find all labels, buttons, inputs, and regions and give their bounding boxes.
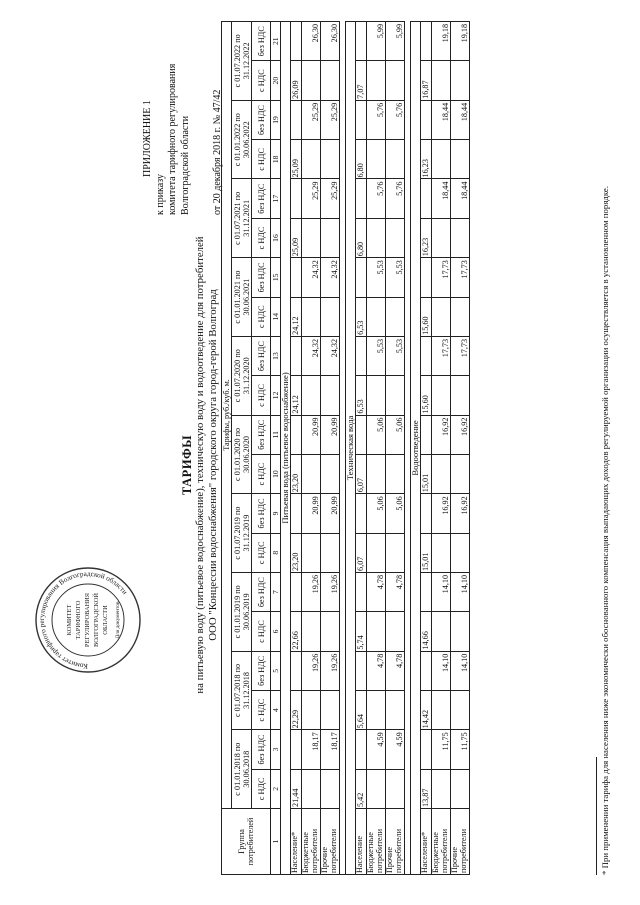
tariff-value: 5,06 [367, 415, 386, 454]
column-number: 8 [271, 533, 281, 572]
tariff-value: 5,64 [356, 690, 367, 729]
tariff-value: 17,73 [451, 258, 470, 297]
tariff-value [291, 730, 302, 769]
column-number: 11 [271, 415, 281, 454]
tariff-value [386, 218, 405, 257]
tariff-value: 16,23 [421, 218, 432, 257]
consumer-group: Бюджетные потребители [302, 809, 321, 875]
tariff-value [367, 140, 386, 179]
footnote: * При применении тарифа для населения ниже экономически обоснованного компенсация выпадающих доходов регулируемой организации осуществляется в установленном порядке. [600, 186, 610, 875]
column-number: 6 [271, 612, 281, 651]
tariff-value [367, 454, 386, 493]
section-title: Водоотведение [411, 21, 421, 874]
tariff-value: 6,07 [356, 454, 367, 493]
tariff-value: 6,53 [356, 297, 367, 336]
tariff-value [367, 533, 386, 572]
with-vat-header: с НДС [252, 612, 271, 651]
seal-bottom-text: Для документов [115, 601, 121, 639]
section-title-row [411, 21, 421, 874]
period-header: с 01.07.2022 по 31.12.2022 [232, 21, 252, 100]
tariff-value [302, 612, 321, 651]
tariff-value: 18,44 [451, 100, 470, 139]
period-header: с 01.01.2020 по 30.06.2020 [232, 415, 252, 494]
tariff-value: 23,20 [291, 454, 302, 493]
section-title: Техническая вода [346, 21, 356, 874]
column-number: 18 [271, 140, 281, 179]
section-title: Питьевая вода (питьевое водоснабжение) [281, 21, 291, 874]
tariff-value: 16,92 [451, 415, 470, 454]
table-row [432, 21, 451, 874]
table-row [367, 21, 386, 874]
tariff-value [432, 140, 451, 179]
tariff-value: 5,06 [367, 494, 386, 533]
with-vat-header: с НДС [252, 218, 271, 257]
tariff-value: 20,99 [321, 415, 340, 454]
tariff-value: 19,26 [321, 572, 340, 611]
tariff-value [302, 297, 321, 336]
tariff-value [367, 218, 386, 257]
tariff-value: 5,76 [367, 179, 386, 218]
tariff-value: 15,01 [421, 533, 432, 572]
without-vat-header: без НДС [252, 179, 271, 218]
tariff-value: 15,01 [421, 454, 432, 493]
section-title-row [346, 21, 356, 874]
tariff-value [321, 218, 340, 257]
column-number: 1 [271, 809, 281, 875]
section-title-row [281, 21, 291, 874]
tariff-value [386, 297, 405, 336]
tariff-value: 19,26 [321, 651, 340, 690]
period-header: с 01.01.2022 по 30.06.2022 [232, 100, 252, 179]
table-row [386, 21, 405, 874]
tariff-value: 26,30 [321, 21, 340, 61]
annex-line: комитета тарифного регулирования [167, 63, 179, 215]
consumer-group: Население* [291, 809, 302, 875]
footnote-rule [596, 757, 597, 875]
with-vat-header: с НДС [252, 690, 271, 729]
with-vat-header: с НДС [252, 533, 271, 572]
tariff-value: 24,32 [321, 258, 340, 297]
tariff-value: 6,53 [356, 376, 367, 415]
column-number: 3 [271, 730, 281, 769]
tariff-value: 16,87 [421, 61, 432, 100]
tariff-value: 17,73 [432, 336, 451, 375]
tariff-value: 5,74 [356, 612, 367, 651]
column-number: 9 [271, 494, 281, 533]
tariff-value [321, 769, 340, 808]
seal-center-line: ТАРИФНОГО [75, 600, 82, 640]
without-vat-header: без НДС [252, 415, 271, 454]
consumer-group: Бюджетные потребители [367, 809, 386, 875]
tariff-value: 4,59 [367, 730, 386, 769]
tariff-value: 5,53 [367, 336, 386, 375]
tariff-value [451, 297, 470, 336]
tariff-value [386, 769, 405, 808]
tariff-value: 22,29 [291, 690, 302, 729]
tariff-value: 4,78 [367, 651, 386, 690]
period-header: с 01.07.2019 по 31.12.2019 [232, 494, 252, 573]
heading-line: ООО "Концессии водоснабжения" городского округа город-герой Волгоград [207, 289, 219, 641]
consumer-group: Бюджетные потребители [432, 809, 451, 875]
without-vat-header: без НДС [252, 258, 271, 297]
tariff-value [302, 690, 321, 729]
tariff-value: 16,23 [421, 140, 432, 179]
tariff-value [451, 769, 470, 808]
tariff-value: 18,17 [302, 730, 321, 769]
without-vat-header: без НДС [252, 572, 271, 611]
tariff-value [451, 533, 470, 572]
tariff-value [321, 297, 340, 336]
tariff-value [432, 376, 451, 415]
column-number: 2 [271, 769, 281, 808]
period-header-row [232, 21, 252, 874]
tariff-value [302, 61, 321, 100]
tariff-value: 14,10 [451, 651, 470, 690]
tariff-value: 4,78 [386, 572, 405, 611]
tariff-value [432, 690, 451, 729]
tariff-value [421, 494, 432, 533]
tariff-value: 5,53 [386, 336, 405, 375]
without-vat-header: без НДС [252, 336, 271, 375]
tariff-value: 17,73 [451, 336, 470, 375]
tariff-value: 24,32 [302, 258, 321, 297]
tariff-value: 15,60 [421, 376, 432, 415]
tariff-value: 22,66 [291, 612, 302, 651]
without-vat-header: без НДС [252, 21, 271, 61]
tariff-value [432, 769, 451, 808]
tariff-value [421, 651, 432, 690]
tariff-value [421, 21, 432, 61]
tariff-value [356, 100, 367, 139]
tariff-value [421, 415, 432, 454]
official-seal-stamp [33, 565, 143, 675]
units-header: Тарифы, руб./куб. м. [222, 21, 232, 808]
consumer-group: Население [356, 809, 367, 875]
period-header: с 01.01.2021 по 30.06.2021 [232, 258, 252, 337]
tariff-value [421, 258, 432, 297]
column-number: 16 [271, 218, 281, 257]
with-vat-header: с НДС [252, 61, 271, 100]
tariff-value [356, 258, 367, 297]
seal-center-line: КОМИТЕТ [66, 604, 73, 636]
tariff-value [367, 297, 386, 336]
tariff-value: 25,09 [291, 218, 302, 257]
document-title: ТАРИФЫ [180, 434, 194, 496]
tariff-value [356, 494, 367, 533]
tariff-value: 14,42 [421, 690, 432, 729]
tariff-value: 20,99 [302, 494, 321, 533]
tariff-value [321, 612, 340, 651]
tariff-value: 18,44 [451, 179, 470, 218]
tariff-value [451, 61, 470, 100]
tariff-value: 6,07 [356, 533, 367, 572]
tariff-value: 15,60 [421, 297, 432, 336]
tariff-value [421, 730, 432, 769]
tariff-value [291, 258, 302, 297]
tariff-value [302, 376, 321, 415]
tariff-value [451, 612, 470, 651]
tariff-value [321, 454, 340, 493]
tariff-value [451, 690, 470, 729]
tariff-value: 5,99 [367, 21, 386, 61]
tariff-value: 5,53 [367, 258, 386, 297]
tariff-value: 11,75 [451, 730, 470, 769]
tariff-value [432, 297, 451, 336]
tariff-value: 18,17 [321, 730, 340, 769]
tariff-value [321, 376, 340, 415]
tariff-value: 7,07 [356, 61, 367, 100]
tariff-value: 14,10 [432, 651, 451, 690]
tariff-value [321, 533, 340, 572]
tariff-value: 11,75 [432, 730, 451, 769]
tariff-value: 5,42 [356, 769, 367, 808]
tariff-value: 25,29 [321, 100, 340, 139]
tariff-value: 4,78 [386, 651, 405, 690]
tariff-value [302, 454, 321, 493]
with-vat-header: с НДС [252, 769, 271, 808]
tariff-value: 13,87 [421, 769, 432, 808]
tariff-value [421, 336, 432, 375]
tariff-value [432, 612, 451, 651]
group-header: Группа потребителей [222, 809, 271, 875]
tariff-value [451, 218, 470, 257]
heading-line: на питьевую воду (питьевое водоснабжение), техническую воду и водоотведение для потребителей [194, 236, 206, 694]
column-number: 21 [271, 21, 281, 61]
consumer-group: Прочие потребители [321, 809, 340, 875]
without-vat-header: без НДС [252, 651, 271, 690]
tariff-value [432, 61, 451, 100]
tariff-value [432, 218, 451, 257]
tariff-value [367, 376, 386, 415]
tariff-value [321, 140, 340, 179]
tariff-value [291, 100, 302, 139]
tariff-value: 17,73 [432, 258, 451, 297]
seal-center-line: РЕГУЛИРОВАНИЯ [84, 592, 91, 648]
tariff-value [356, 415, 367, 454]
tariff-value [451, 376, 470, 415]
tariff-value [421, 100, 432, 139]
column-number: 5 [271, 651, 281, 690]
tariff-value: 6,80 [356, 218, 367, 257]
tariff-value: 16,92 [451, 494, 470, 533]
table-row [321, 21, 340, 874]
tariff-value [356, 179, 367, 218]
tariff-value [321, 61, 340, 100]
tariff-value [367, 61, 386, 100]
column-number: 15 [271, 258, 281, 297]
tariff-value: 14,10 [451, 572, 470, 611]
column-number: 20 [271, 61, 281, 100]
tariff-value [367, 690, 386, 729]
without-vat-header: без НДС [252, 494, 271, 533]
tariff-value [291, 494, 302, 533]
seal-center-line: ВОЛГОГРАДСКОЙ [93, 592, 100, 648]
tariff-value [356, 730, 367, 769]
tariff-value [291, 336, 302, 375]
column-number: 17 [271, 179, 281, 218]
tariff-value: 16,92 [432, 494, 451, 533]
vat-header-row [252, 21, 271, 874]
period-header: с 01.01.2018 по 30.06.2018 [232, 730, 252, 809]
column-number: 14 [271, 297, 281, 336]
tariff-value [451, 454, 470, 493]
document-heading [181, 175, 220, 755]
tariff-value: 25,29 [302, 100, 321, 139]
tariff-value: 25,29 [321, 179, 340, 218]
tariff-value: 5,76 [367, 100, 386, 139]
period-header: с 01.07.2021 по 31.12.2021 [232, 179, 252, 258]
tariff-value: 25,09 [291, 140, 302, 179]
tariff-value [432, 533, 451, 572]
tariff-value [367, 769, 386, 808]
column-number: 19 [271, 100, 281, 139]
tariff-value: 24,12 [291, 376, 302, 415]
tariff-value [451, 140, 470, 179]
tariff-value [302, 140, 321, 179]
tariff-value [356, 336, 367, 375]
tariff-value: 26,09 [291, 61, 302, 100]
tariff-value: 19,26 [302, 572, 321, 611]
tariff-value [302, 218, 321, 257]
tariff-value: 4,78 [367, 572, 386, 611]
consumer-group: Прочие потребители [386, 809, 405, 875]
period-header: с 01.07.2020 по 31.12.2020 [232, 336, 252, 415]
tariff-value [291, 651, 302, 690]
table-row [451, 21, 470, 874]
tariff-value [321, 690, 340, 729]
tariff-value [386, 612, 405, 651]
tariff-value: 5,53 [386, 258, 405, 297]
tariff-value: 20,99 [302, 415, 321, 454]
column-number-row [271, 21, 281, 874]
tariff-value: 4,59 [386, 730, 405, 769]
column-number: 12 [271, 376, 281, 415]
tariff-value: 14,10 [432, 572, 451, 611]
tariff-value: 14,66 [421, 612, 432, 651]
tariff-value [356, 21, 367, 61]
column-number: 10 [271, 454, 281, 493]
tariff-table [221, 21, 470, 875]
tariff-value: 24,32 [302, 336, 321, 375]
tariff-value [386, 690, 405, 729]
tariff-value: 5,06 [386, 415, 405, 454]
tariff-value [291, 21, 302, 61]
tariff-value: 5,06 [386, 494, 405, 533]
table-row [421, 21, 432, 874]
tariff-value: 19,18 [432, 21, 451, 61]
table-row [356, 21, 367, 874]
seal-ring-text: Комитет тарифного регулирования Волгоградской области [37, 569, 129, 671]
tariff-value: 19,18 [451, 21, 470, 61]
tariff-value [432, 454, 451, 493]
tariff-value: 24,12 [291, 297, 302, 336]
with-vat-header: с НДС [252, 297, 271, 336]
period-header: с 01.07.2018 по 31.12.2018 [232, 651, 252, 730]
annex-line: к приказу [154, 174, 166, 215]
with-vat-header: с НДС [252, 454, 271, 493]
tariff-value: 20,99 [321, 494, 340, 533]
tariff-value [291, 415, 302, 454]
tariff-value: 21,44 [291, 769, 302, 808]
tariff-value: 18,44 [432, 179, 451, 218]
tariff-value [386, 140, 405, 179]
tariff-value [302, 769, 321, 808]
period-header: с 01.01.2019 по 30.06.2019 [232, 572, 252, 651]
tariff-value: 6,80 [356, 140, 367, 179]
tariff-value: 5,76 [386, 179, 405, 218]
tariff-value: 24,32 [321, 336, 340, 375]
tariff-value: 26,30 [302, 21, 321, 61]
tariff-value: 5,76 [386, 100, 405, 139]
annex-line: от 20 декабря 2018 г. № 47/42 [212, 89, 224, 215]
tariff-value: 16,92 [432, 415, 451, 454]
annex-line: Волгоградской области [179, 115, 191, 215]
tariff-value [386, 533, 405, 572]
seal-center-line: ОБЛАСТИ [102, 605, 109, 635]
tariff-value [386, 454, 405, 493]
with-vat-header: с НДС [252, 140, 271, 179]
tariff-value [291, 179, 302, 218]
tariff-value [356, 651, 367, 690]
consumer-group: Прочие потребители [451, 809, 470, 875]
without-vat-header: без НДС [252, 730, 271, 769]
tariff-value [356, 572, 367, 611]
tariff-value [291, 572, 302, 611]
tariff-value [367, 612, 386, 651]
tariff-value: 18,44 [432, 100, 451, 139]
tariff-value [386, 61, 405, 100]
tariff-value: 25,29 [302, 179, 321, 218]
table-row [302, 21, 321, 874]
tariff-value [421, 179, 432, 218]
column-number: 7 [271, 572, 281, 611]
without-vat-header: без НДС [252, 100, 271, 139]
tariff-value [421, 572, 432, 611]
with-vat-header: с НДС [252, 376, 271, 415]
consumer-group: Население* [421, 809, 432, 875]
column-number: 4 [271, 690, 281, 729]
column-number: 13 [271, 336, 281, 375]
annex-line: ПРИЛОЖЕНИЕ 1 [142, 100, 153, 177]
tariff-value: 5,99 [386, 21, 405, 61]
tariff-value: 23,20 [291, 533, 302, 572]
tariff-value [386, 376, 405, 415]
tariff-value [302, 533, 321, 572]
table-row [291, 21, 302, 874]
tariff-value: 19,26 [302, 651, 321, 690]
